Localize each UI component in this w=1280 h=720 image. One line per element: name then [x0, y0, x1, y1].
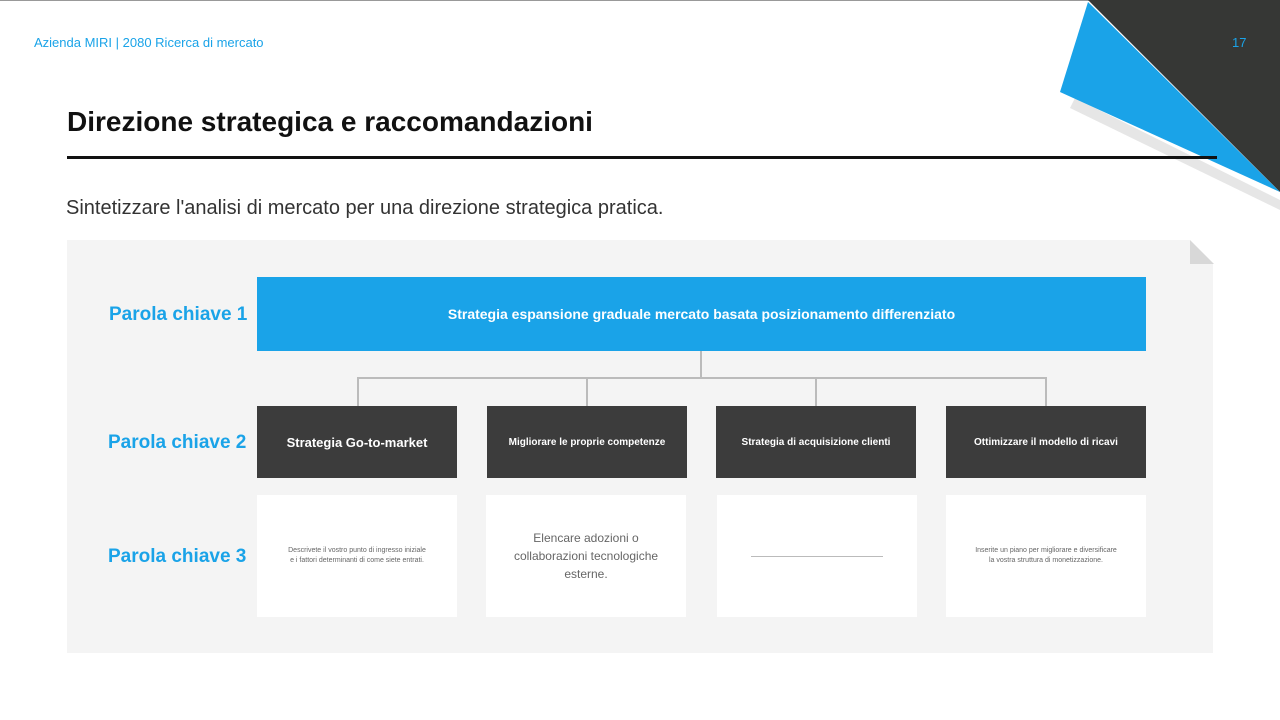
connector: [357, 377, 1047, 379]
column-text-4: Inserite un piano per migliorare e diversificare la vostra struttura di monetizzazione.: [946, 495, 1146, 617]
page-title: Direzione strategica e raccomandazioni: [67, 106, 593, 137]
column-text-2: Elencare adozioni o collaborazioni tecnologiche esterne.: [486, 495, 686, 617]
column-title-1: Strategia Go-to-market: [257, 406, 457, 478]
connector: [815, 377, 817, 406]
keyword-2: Parola chiave 2: [108, 432, 247, 453]
column-text-3: [717, 495, 917, 617]
column-title-4: Ottimizzare il modello di ricavi: [946, 406, 1146, 478]
main-strategy-box: Strategia espansione graduale mercato basata posizionamento differenziato: [257, 277, 1146, 351]
connector: [586, 377, 588, 406]
connector: [700, 351, 702, 378]
page-subtitle: Sintetizzare l'analisi di mercato per una direzione strategica pratica.: [66, 197, 664, 219]
keyword-1: Parola chiave 1: [109, 304, 248, 325]
title-divider: [67, 156, 1217, 159]
column-text-1: Descrivete il vostro punto di ingresso iniziale e i fattori determinanti di come siete entrati.: [257, 495, 457, 617]
tiny-text-line: [751, 556, 883, 557]
page-number: 17: [1232, 35, 1247, 50]
column-title-3: Strategia di acquisizione clienti: [716, 406, 916, 478]
column-title-2: Migliorare le proprie competenze: [487, 406, 687, 478]
page-fold: [1190, 240, 1214, 264]
keyword-3: Parola chiave 3: [108, 546, 247, 567]
connector: [1045, 377, 1047, 406]
company-header: Azienda MIRI | 2080 Ricerca di mercato: [34, 35, 264, 50]
connector: [357, 377, 359, 406]
